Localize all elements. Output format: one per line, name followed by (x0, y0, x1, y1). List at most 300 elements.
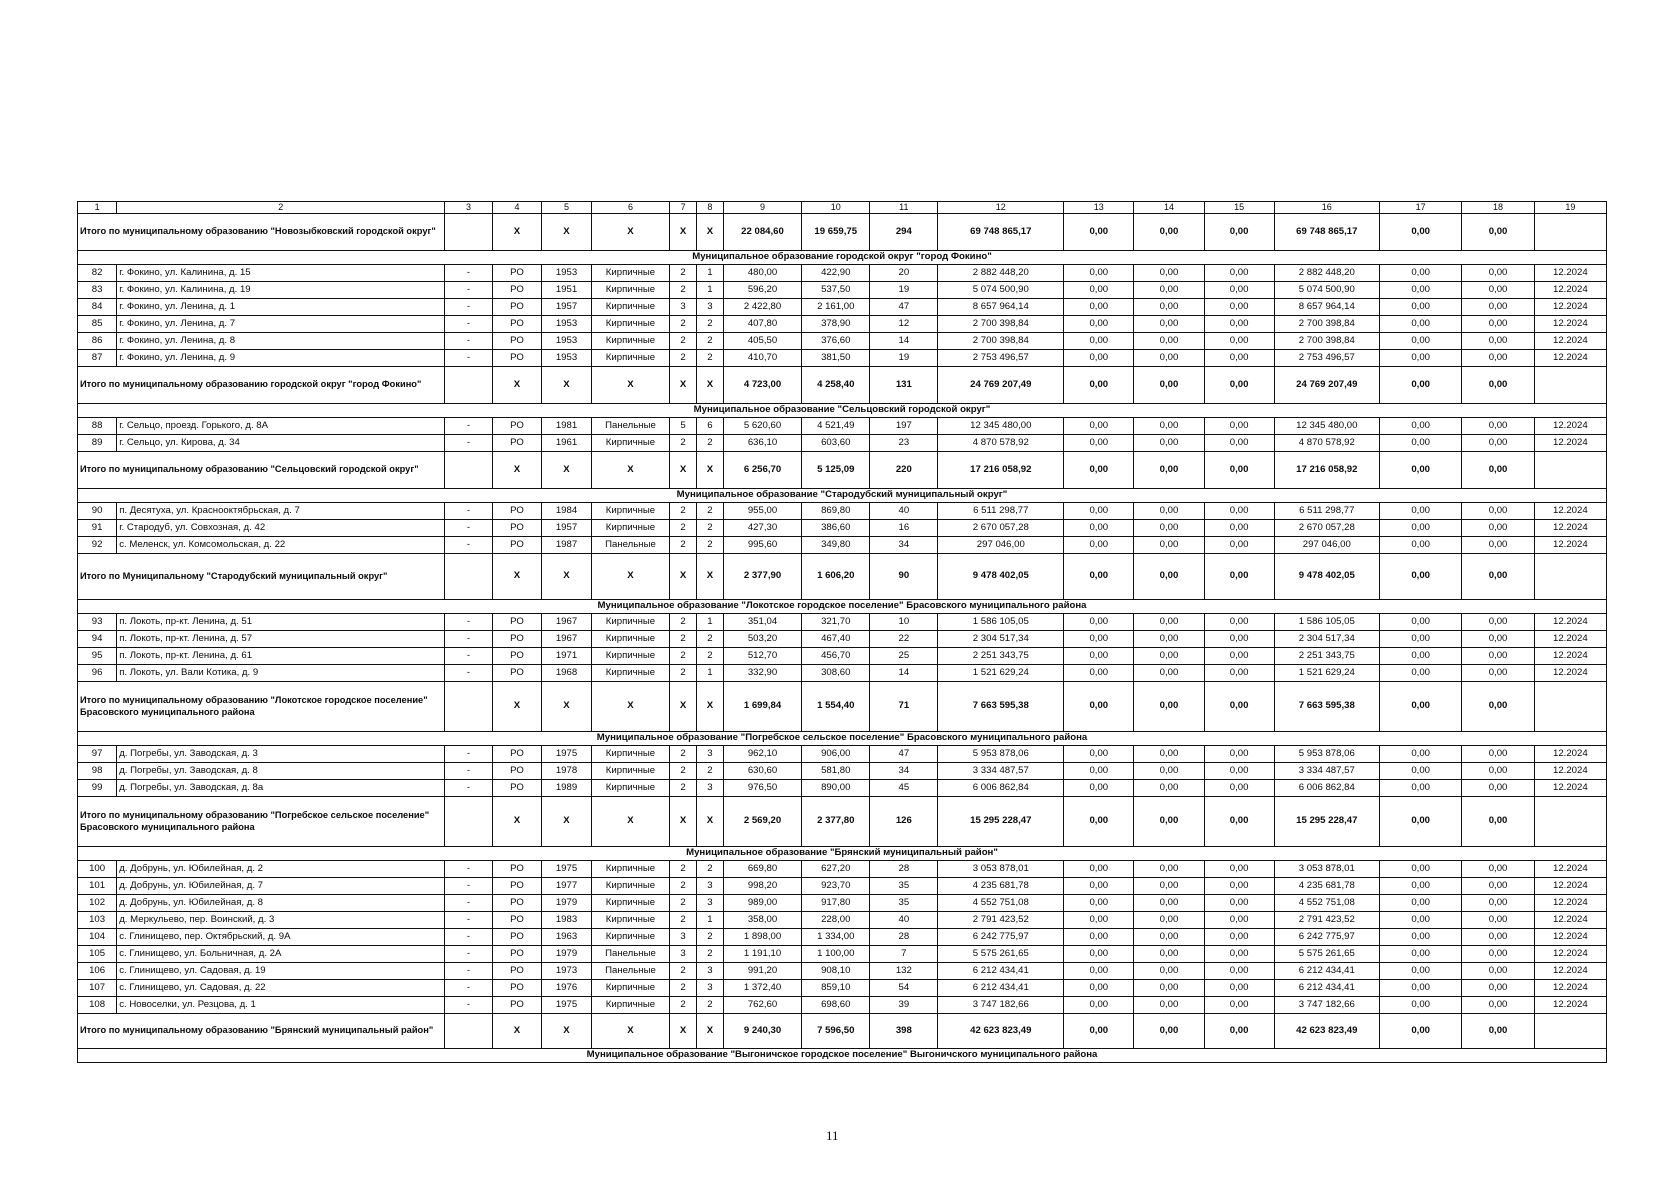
colnum: 17 (1379, 202, 1462, 214)
total-c14: 0,00 (1134, 797, 1204, 847)
total-row (78, 214, 1607, 251)
cell-c17: 0,00 (1379, 333, 1462, 350)
cell-c19: 12.2024 (1534, 418, 1606, 435)
cell-c14: 0,00 (1134, 537, 1204, 554)
total-c5: X (542, 797, 592, 847)
total-c4: X (492, 214, 542, 251)
row-number: 83 (78, 282, 117, 299)
colnum: 18 (1462, 202, 1534, 214)
total-empty-cell (445, 367, 492, 404)
cell-c11: 28 (870, 861, 938, 878)
cell-c17: 0,00 (1379, 435, 1462, 452)
cell-c4: РО (492, 265, 542, 282)
cell-c18: 0,00 (1462, 929, 1534, 946)
cell-c19: 12.2024 (1534, 929, 1606, 946)
cell-c17: 0,00 (1379, 503, 1462, 520)
cell-c4: РО (492, 780, 542, 797)
municipality-header-row (78, 489, 1607, 503)
cell-c16: 2 251 343,75 (1274, 648, 1379, 665)
cell-c9: 410,70 (723, 350, 801, 367)
row-number: 107 (78, 980, 117, 997)
cell-c11: 34 (870, 763, 938, 780)
total-c9: 4 723,00 (723, 367, 801, 404)
cell-c4: РО (492, 537, 542, 554)
cell-c6: Кирпичные (591, 648, 669, 665)
total-c11: 71 (870, 682, 938, 732)
table-row (78, 648, 1607, 665)
cell-c17: 0,00 (1379, 282, 1462, 299)
cell-c5: 1975 (542, 997, 592, 1014)
cell-c16: 1 521 629,24 (1274, 665, 1379, 682)
total-c10: 1 606,20 (802, 554, 870, 600)
total-row (78, 452, 1607, 489)
cell-c16: 6 212 434,41 (1274, 963, 1379, 980)
cell-c14: 0,00 (1134, 520, 1204, 537)
total-c16: 9 478 402,05 (1274, 554, 1379, 600)
cell-c17: 0,00 (1379, 895, 1462, 912)
colnum: 6 (591, 202, 669, 214)
cell-c19: 12.2024 (1534, 316, 1606, 333)
table-row (78, 912, 1607, 929)
total-empty-cell (445, 797, 492, 847)
cell-c14: 0,00 (1134, 503, 1204, 520)
total-empty-cell (445, 452, 492, 489)
cell-c9: 962,10 (723, 746, 801, 763)
cell-c6: Панельные (591, 963, 669, 980)
cell-c7: 2 (670, 350, 697, 367)
cell-c4: РО (492, 746, 542, 763)
cell-c8: 3 (696, 746, 723, 763)
column-number-row (78, 202, 1607, 214)
row-number: 96 (78, 665, 117, 682)
cell-c12: 12 345 480,00 (938, 418, 1064, 435)
address-cell: г. Фокино, ул. Ленина, д. 8 (117, 333, 445, 350)
row-number: 95 (78, 648, 117, 665)
cell-c6: Кирпичные (591, 929, 669, 946)
total-c13: 0,00 (1064, 367, 1134, 404)
total-c8: X (696, 797, 723, 847)
cell-c17: 0,00 (1379, 665, 1462, 682)
cell-c17: 0,00 (1379, 861, 1462, 878)
cell-c3: - (445, 614, 492, 631)
cell-c3: - (445, 299, 492, 316)
total-c7: X (670, 682, 697, 732)
total-c6: X (591, 367, 669, 404)
total-c5: X (542, 367, 592, 404)
cell-c6: Кирпичные (591, 333, 669, 350)
cell-c11: 19 (870, 350, 938, 367)
total-c17: 0,00 (1379, 1014, 1462, 1049)
cell-c14: 0,00 (1134, 435, 1204, 452)
cell-c15: 0,00 (1204, 537, 1274, 554)
table-row (78, 929, 1607, 946)
total-c15: 0,00 (1204, 367, 1274, 404)
cell-c3: - (445, 997, 492, 1014)
cell-c10: 906,00 (802, 746, 870, 763)
total-c17: 0,00 (1379, 367, 1462, 404)
cell-c19: 12.2024 (1534, 746, 1606, 763)
cell-c6: Кирпичные (591, 316, 669, 333)
cell-c14: 0,00 (1134, 265, 1204, 282)
cell-c9: 636,10 (723, 435, 801, 452)
cell-c8: 2 (696, 648, 723, 665)
cell-c15: 0,00 (1204, 946, 1274, 963)
cell-c15: 0,00 (1204, 912, 1274, 929)
cell-c3: - (445, 316, 492, 333)
cell-c14: 0,00 (1134, 631, 1204, 648)
table-row (78, 895, 1607, 912)
cell-c10: 603,60 (802, 435, 870, 452)
cell-c11: 47 (870, 746, 938, 763)
cell-c6: Кирпичные (591, 780, 669, 797)
cell-c8: 3 (696, 895, 723, 912)
cell-c7: 3 (670, 299, 697, 316)
total-c16: 24 769 207,49 (1274, 367, 1379, 404)
cell-c13: 0,00 (1064, 746, 1134, 763)
total-empty-cell (445, 554, 492, 600)
cell-c19: 12.2024 (1534, 963, 1606, 980)
cell-c3: - (445, 878, 492, 895)
cell-c17: 0,00 (1379, 997, 1462, 1014)
cell-c4: РО (492, 980, 542, 997)
total-empty-cell (1534, 554, 1606, 600)
colnum: 14 (1134, 202, 1204, 214)
cell-c9: 427,30 (723, 520, 801, 537)
municipality-title: Муниципальное образование "Погребское сельское поселение" Брасовского муниципального района (78, 732, 1607, 746)
cell-c10: 923,70 (802, 878, 870, 895)
total-c7: X (670, 214, 697, 251)
total-empty-cell (1534, 367, 1606, 404)
cell-c10: 349,80 (802, 537, 870, 554)
row-number: 100 (78, 861, 117, 878)
municipality-title: Муниципальное образование "Выгоничское городское поселение" Выгоничского муниципального района (78, 1049, 1607, 1063)
cell-c4: РО (492, 316, 542, 333)
total-row (78, 682, 1607, 732)
cell-c15: 0,00 (1204, 614, 1274, 631)
cell-c15: 0,00 (1204, 418, 1274, 435)
cell-c9: 1 898,00 (723, 929, 801, 946)
row-number: 84 (78, 299, 117, 316)
colnum: 3 (445, 202, 492, 214)
cell-c8: 2 (696, 316, 723, 333)
cell-c12: 5 575 261,65 (938, 946, 1064, 963)
total-c16: 15 295 228,47 (1274, 797, 1379, 847)
cell-c15: 0,00 (1204, 520, 1274, 537)
page-number: 11 (826, 1128, 839, 1143)
cell-c5: 1967 (542, 631, 592, 648)
cell-c11: 7 (870, 946, 938, 963)
total-c18: 0,00 (1462, 452, 1534, 489)
cell-c3: - (445, 780, 492, 797)
cell-c16: 1 586 105,05 (1274, 614, 1379, 631)
table-row (78, 299, 1607, 316)
cell-c16: 2 791 423,52 (1274, 912, 1379, 929)
cell-c4: РО (492, 614, 542, 631)
cell-c15: 0,00 (1204, 746, 1274, 763)
cell-c5: 1975 (542, 746, 592, 763)
cell-c17: 0,00 (1379, 763, 1462, 780)
cell-c13: 0,00 (1064, 878, 1134, 895)
cell-c5: 1987 (542, 537, 592, 554)
total-c12: 24 769 207,49 (938, 367, 1064, 404)
cell-c12: 2 304 517,34 (938, 631, 1064, 648)
cell-c4: РО (492, 665, 542, 682)
cell-c6: Кирпичные (591, 665, 669, 682)
total-c4: X (492, 452, 542, 489)
cell-c16: 297 046,00 (1274, 537, 1379, 554)
row-number: 103 (78, 912, 117, 929)
cell-c5: 1953 (542, 265, 592, 282)
total-c6: X (591, 797, 669, 847)
cell-c13: 0,00 (1064, 537, 1134, 554)
total-c11: 131 (870, 367, 938, 404)
cell-c7: 2 (670, 503, 697, 520)
cell-c5: 1976 (542, 980, 592, 997)
cell-c13: 0,00 (1064, 265, 1134, 282)
cell-c19: 12.2024 (1534, 435, 1606, 452)
cell-c8: 6 (696, 418, 723, 435)
address-cell: д. Добрунь, ул. Юбилейная, д. 2 (117, 861, 445, 878)
cell-c5: 1963 (542, 929, 592, 946)
cell-c9: 332,90 (723, 665, 801, 682)
address-cell: с. Новоселки, ул. Резцова, д. 1 (117, 997, 445, 1014)
cell-c5: 1951 (542, 282, 592, 299)
cell-c13: 0,00 (1064, 861, 1134, 878)
total-c7: X (670, 452, 697, 489)
cell-c16: 2 670 057,28 (1274, 520, 1379, 537)
cell-c19: 12.2024 (1534, 780, 1606, 797)
cell-c4: РО (492, 282, 542, 299)
cell-c9: 407,80 (723, 316, 801, 333)
cell-c11: 22 (870, 631, 938, 648)
row-number: 89 (78, 435, 117, 452)
municipality-header-row (78, 732, 1607, 746)
total-c5: X (542, 554, 592, 600)
cell-c15: 0,00 (1204, 316, 1274, 333)
total-c17: 0,00 (1379, 452, 1462, 489)
row-number: 82 (78, 265, 117, 282)
table-row (78, 631, 1607, 648)
cell-c6: Кирпичные (591, 763, 669, 780)
cell-c5: 1957 (542, 299, 592, 316)
cell-c8: 3 (696, 780, 723, 797)
table-row (78, 763, 1607, 780)
cell-c13: 0,00 (1064, 503, 1134, 520)
total-empty-cell (445, 682, 492, 732)
cell-c19: 12.2024 (1534, 912, 1606, 929)
total-c11: 294 (870, 214, 938, 251)
total-c14: 0,00 (1134, 682, 1204, 732)
address-cell: с. Глинищево, ул. Садовая, д. 22 (117, 980, 445, 997)
row-number: 105 (78, 946, 117, 963)
cell-c18: 0,00 (1462, 631, 1534, 648)
table-row (78, 997, 1607, 1014)
cell-c18: 0,00 (1462, 665, 1534, 682)
cell-c16: 2 753 496,57 (1274, 350, 1379, 367)
cell-c15: 0,00 (1204, 265, 1274, 282)
cell-c14: 0,00 (1134, 333, 1204, 350)
total-empty-cell (445, 214, 492, 251)
cell-c18: 0,00 (1462, 299, 1534, 316)
cell-c10: 1 100,00 (802, 946, 870, 963)
row-number: 91 (78, 520, 117, 537)
cell-c12: 3 747 182,66 (938, 997, 1064, 1014)
cell-c16: 8 657 964,14 (1274, 299, 1379, 316)
cell-c15: 0,00 (1204, 648, 1274, 665)
cell-c7: 2 (670, 763, 697, 780)
total-empty-cell (1534, 797, 1606, 847)
address-cell: д. Меркульево, пер. Воинский, д. 3 (117, 912, 445, 929)
cell-c5: 1983 (542, 912, 592, 929)
cell-c6: Кирпичные (591, 282, 669, 299)
cell-c15: 0,00 (1204, 878, 1274, 895)
total-c12: 69 748 865,17 (938, 214, 1064, 251)
total-c4: X (492, 1014, 542, 1049)
cell-c12: 2 700 398,84 (938, 333, 1064, 350)
cell-c16: 2 700 398,84 (1274, 333, 1379, 350)
total-c17: 0,00 (1379, 554, 1462, 600)
total-c9: 6 256,70 (723, 452, 801, 489)
row-number: 85 (78, 316, 117, 333)
colnum: 4 (492, 202, 542, 214)
total-row (78, 1014, 1607, 1049)
cell-c6: Панельные (591, 537, 669, 554)
table-row (78, 780, 1607, 797)
cell-c12: 6 212 434,41 (938, 980, 1064, 997)
cell-c6: Кирпичные (591, 350, 669, 367)
cell-c3: - (445, 333, 492, 350)
cell-c9: 480,00 (723, 265, 801, 282)
cell-c5: 1978 (542, 763, 592, 780)
cell-c12: 5 953 878,06 (938, 746, 1064, 763)
cell-c12: 3 334 487,57 (938, 763, 1064, 780)
cell-c10: 2 161,00 (802, 299, 870, 316)
cell-c16: 6 212 434,41 (1274, 980, 1379, 997)
municipality-title: Муниципальное образование "Локотское городское поселение" Брасовского муниципального района (78, 600, 1607, 614)
cell-c17: 0,00 (1379, 929, 1462, 946)
cell-c6: Кирпичные (591, 980, 669, 997)
cell-c19: 12.2024 (1534, 299, 1606, 316)
total-c15: 0,00 (1204, 682, 1274, 732)
colnum: 13 (1064, 202, 1134, 214)
cell-c12: 2 753 496,57 (938, 350, 1064, 367)
total-c10: 1 554,40 (802, 682, 870, 732)
total-c6: X (591, 554, 669, 600)
cell-c18: 0,00 (1462, 878, 1534, 895)
total-c4: X (492, 367, 542, 404)
address-cell: г. Сельцо, ул. Кирова, д. 34 (117, 435, 445, 452)
cell-c14: 0,00 (1134, 763, 1204, 780)
municipality-header-row (78, 847, 1607, 861)
cell-c13: 0,00 (1064, 980, 1134, 997)
cell-c12: 2 670 057,28 (938, 520, 1064, 537)
cell-c9: 5 620,60 (723, 418, 801, 435)
cell-c13: 0,00 (1064, 912, 1134, 929)
row-number: 94 (78, 631, 117, 648)
total-c4: X (492, 682, 542, 732)
cell-c14: 0,00 (1134, 929, 1204, 946)
address-cell: г. Сельцо, проезд. Горького, д. 8А (117, 418, 445, 435)
cell-c4: РО (492, 861, 542, 878)
cell-c4: РО (492, 418, 542, 435)
row-number: 104 (78, 929, 117, 946)
cell-c6: Кирпичные (591, 861, 669, 878)
cell-c17: 0,00 (1379, 418, 1462, 435)
cell-c12: 6 006 862,84 (938, 780, 1064, 797)
cell-c10: 908,10 (802, 963, 870, 980)
cell-c19: 12.2024 (1534, 537, 1606, 554)
cell-c4: РО (492, 333, 542, 350)
cell-c9: 405,50 (723, 333, 801, 350)
table-row (78, 265, 1607, 282)
cell-c14: 0,00 (1134, 665, 1204, 682)
cell-c19: 12.2024 (1534, 997, 1606, 1014)
address-cell: с. Меленск, ул. Комсомольская, д. 22 (117, 537, 445, 554)
address-cell: г. Фокино, ул. Ленина, д. 7 (117, 316, 445, 333)
housing-register-table (77, 201, 1607, 1063)
cell-c17: 0,00 (1379, 946, 1462, 963)
cell-c10: 381,50 (802, 350, 870, 367)
cell-c10: 4 521,49 (802, 418, 870, 435)
cell-c13: 0,00 (1064, 333, 1134, 350)
cell-c5: 1961 (542, 435, 592, 452)
cell-c17: 0,00 (1379, 520, 1462, 537)
cell-c10: 581,80 (802, 763, 870, 780)
total-c9: 9 240,30 (723, 1014, 801, 1049)
cell-c11: 23 (870, 435, 938, 452)
cell-c11: 20 (870, 265, 938, 282)
cell-c3: - (445, 980, 492, 997)
total-label: Итого по муниципальному образованию "Новозыбковский городской округ" (78, 214, 445, 251)
cell-c9: 2 422,80 (723, 299, 801, 316)
cell-c10: 386,60 (802, 520, 870, 537)
cell-c9: 503,20 (723, 631, 801, 648)
cell-c10: 321,70 (802, 614, 870, 631)
total-c6: X (591, 1014, 669, 1049)
colnum: 1 (78, 202, 117, 214)
address-cell: с. Глинищево, ул. Больничная, д. 2А (117, 946, 445, 963)
cell-c18: 0,00 (1462, 435, 1534, 452)
cell-c16: 6 242 775,97 (1274, 929, 1379, 946)
cell-c9: 1 372,40 (723, 980, 801, 997)
total-label: Итого по муниципальному образованию "Брянский муниципальный район" (78, 1014, 445, 1049)
cell-c6: Кирпичные (591, 614, 669, 631)
cell-c3: - (445, 537, 492, 554)
cell-c15: 0,00 (1204, 282, 1274, 299)
cell-c14: 0,00 (1134, 746, 1204, 763)
cell-c5: 1957 (542, 520, 592, 537)
cell-c3: - (445, 912, 492, 929)
cell-c11: 14 (870, 333, 938, 350)
cell-c7: 2 (670, 316, 697, 333)
cell-c14: 0,00 (1134, 878, 1204, 895)
cell-c8: 2 (696, 333, 723, 350)
cell-c9: 351,04 (723, 614, 801, 631)
cell-c6: Кирпичные (591, 878, 669, 895)
cell-c3: - (445, 435, 492, 452)
row-number: 98 (78, 763, 117, 780)
cell-c11: 45 (870, 780, 938, 797)
cell-c5: 1953 (542, 316, 592, 333)
total-c5: X (542, 452, 592, 489)
cell-c17: 0,00 (1379, 631, 1462, 648)
address-cell: д. Добрунь, ул. Юбилейная, д. 8 (117, 895, 445, 912)
cell-c15: 0,00 (1204, 763, 1274, 780)
row-number: 93 (78, 614, 117, 631)
cell-c17: 0,00 (1379, 912, 1462, 929)
total-empty-cell (445, 1014, 492, 1049)
cell-c8: 1 (696, 614, 723, 631)
